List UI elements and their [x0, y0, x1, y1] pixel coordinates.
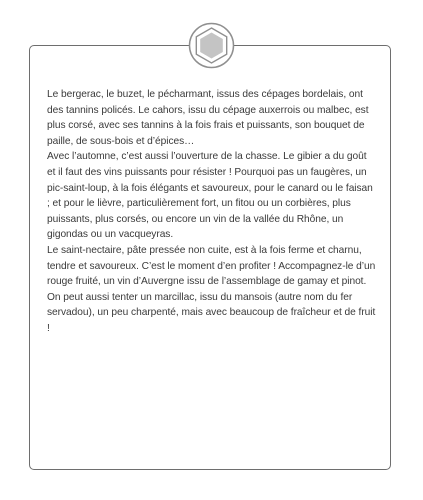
paragraph-bordelais: Le bergerac, le buzet, le pécharmant, issus des cépages bordelais, ont des tannins policés. Le cahors, issu du cépage auxerrois ou malbec, est plus corsé, avec ses tannins à la fois frais et puissants, son bouquet de paille, de sous-bois et d’épices… [47, 89, 369, 147]
paragraph-chasse: Avec l’automne, c’est aussi l’ouverture de la chasse. Le gibier a du goût et il faut des vins puissants pour résister ! Pourquoi pas un faugères, un pic-saint-loup, à la fois élégants et savoureux, pour le canard ou le faisan ; et pour le lièvre, particulièrement fort, un fitou ou un corbières, plus puissants, plus corsés, ou encore un vin de la vallée du Rhône, un gigondas ou un vacqueyras. [47, 151, 373, 241]
paragraph-saint-nectaire: Le saint-nectaire, pâte pressée non cuite, est à la fois ferme et charnu, tendre et savoureux. C’est le moment d’en profiter ! Accompagnez-le d’un rouge fruité, un vin d’Auvergne issu de l’assemblage de gamay et pinot. On peut aussi tenter un marcillac, issu du mansois (autre nom du fer servadou), un peu charpenté, mais avec beaucoup de fraîcheur et de fruit ! [47, 244, 376, 334]
document-body [47, 87, 377, 337]
hexagon-icon [188, 22, 235, 69]
